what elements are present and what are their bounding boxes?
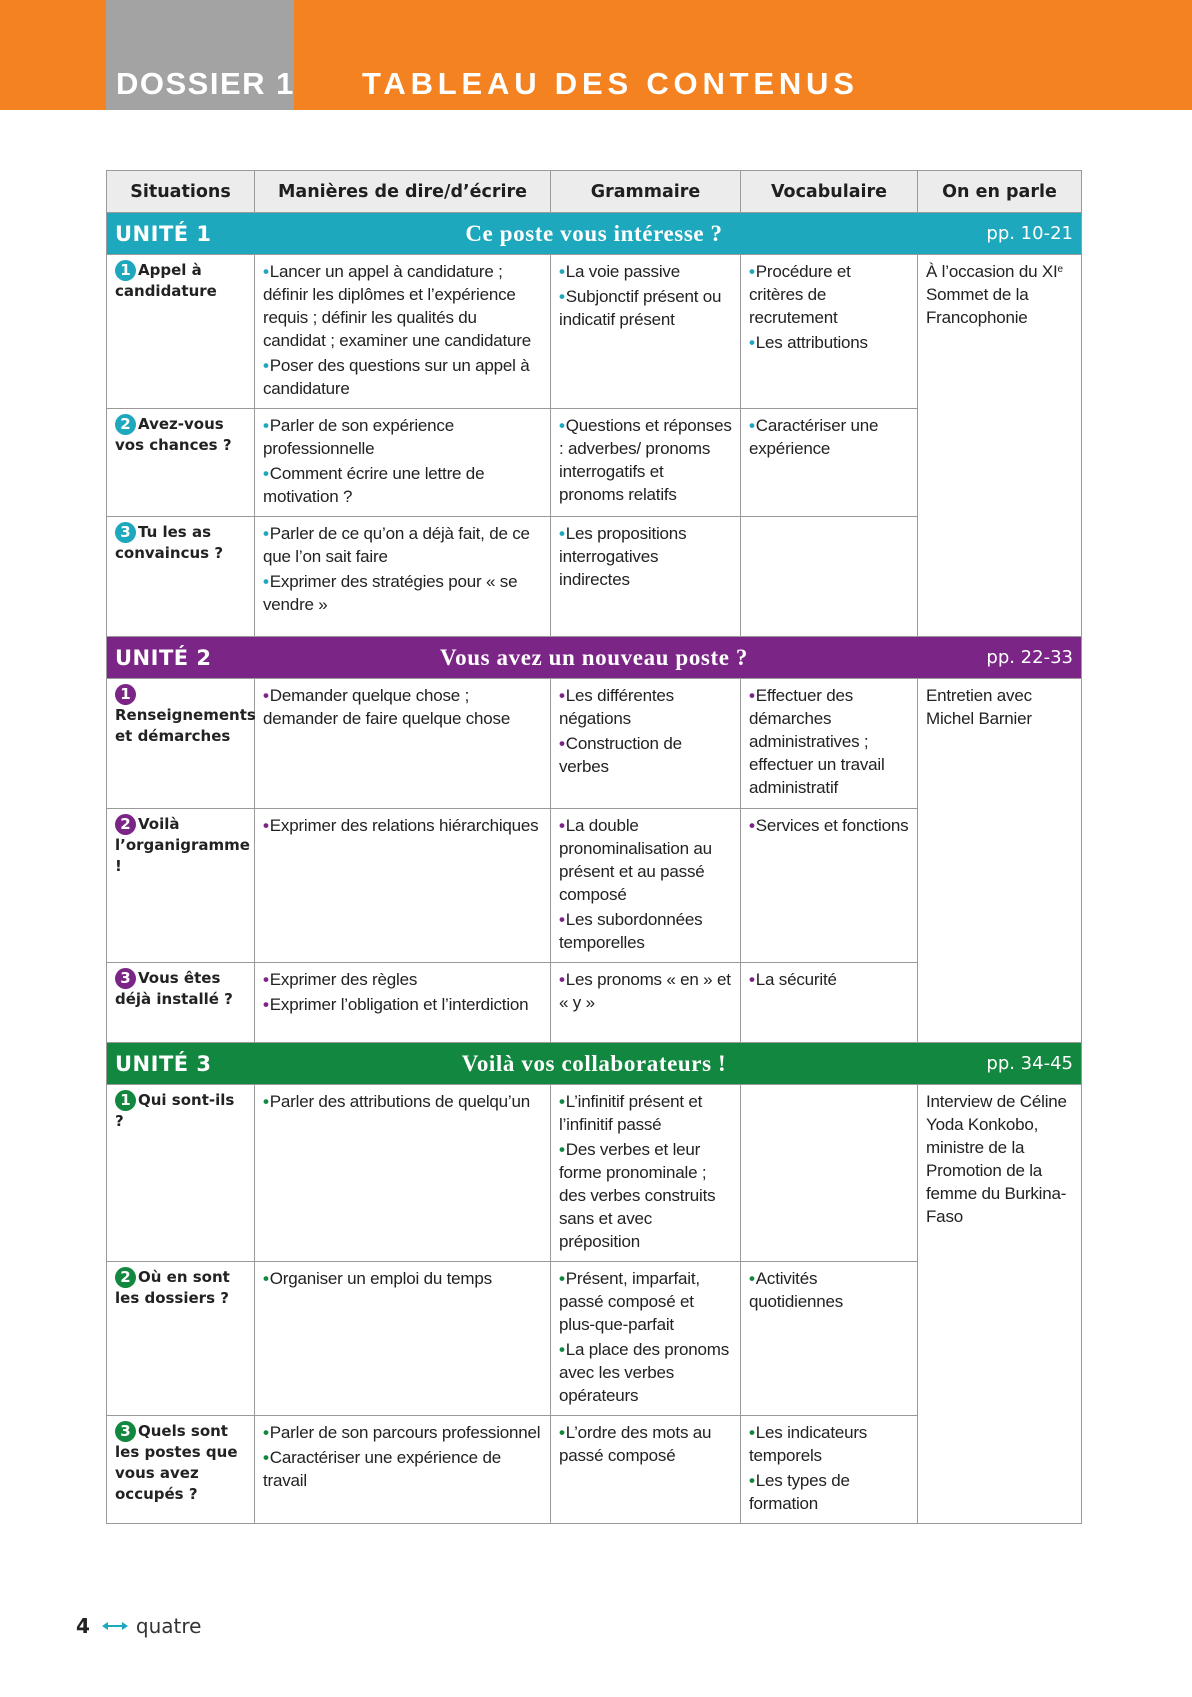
dossier-label: DOSSIER 1 — [116, 66, 295, 101]
situation-title: Voilà l’organigramme ! — [115, 815, 250, 875]
list-item: •Les indicateurs temporels — [749, 1423, 868, 1465]
ordinal-suffix: e — [1057, 264, 1063, 275]
list-item: •Comment écrire une lettre de motivation ? — [263, 464, 485, 506]
list-item: •L’infinitif présent et l’infinitif passé — [559, 1092, 703, 1134]
list-item: •Les attributions — [749, 333, 868, 352]
on-en-parle-text: À l’occasion du XI — [926, 262, 1058, 281]
list-item: •Exprimer des stratégies pour « se vendre » — [263, 572, 518, 614]
vocabulaire-cell — [741, 963, 918, 1043]
on-en-parle-cell — [918, 1085, 1082, 1524]
grammaire-cell — [551, 679, 741, 809]
situation-title: Quels sont les postes que vous avez occupés ? — [115, 1422, 238, 1503]
list-item: •Demander quelque chose ; demander de faire quelque chose — [263, 686, 511, 728]
situation-title: Renseignements et démarches — [115, 706, 256, 745]
situation-number: 1 — [115, 684, 136, 705]
unit-pages: pp. 22-33 — [986, 647, 1073, 668]
list-item: •Organiser un emploi du temps — [263, 1269, 492, 1288]
unit-title: Voilà vos collaborateurs ! — [461, 1050, 727, 1076]
list-item: •Parler de ce qu’on a déjà fait, de ce que l’on sait faire — [263, 524, 530, 566]
page-title: TABLEAU DES CONTENUS — [362, 66, 859, 101]
on-en-parle-text: Entretien avec Michel Barnier — [926, 686, 1032, 728]
manieres-cell — [255, 517, 551, 637]
unit-title: Ce poste vous intéresse ? — [465, 220, 723, 246]
list-item: •L’ordre des mots au passé composé — [559, 1423, 712, 1465]
vocabulaire-cell — [741, 517, 918, 637]
list-item: •Les propositions interrogatives indirectes — [559, 524, 687, 589]
list-item: •La double pronominalisation au présent et au passé composé — [559, 816, 712, 904]
situation-number: 2 — [115, 1267, 136, 1288]
grammaire-cell — [551, 1085, 741, 1262]
page-header — [0, 0, 1192, 110]
list-item: •Services et fonctions — [749, 816, 909, 835]
list-item: •Parler de son expérience professionnelle — [263, 416, 454, 458]
unit-label: UNITÉ 2 — [115, 645, 212, 670]
column-header-row — [107, 171, 1082, 213]
list-item: •Des verbes et leur forme pronominale ; des verbes construits sans et avec préposition — [559, 1140, 716, 1251]
situation-number: 3 — [115, 1421, 136, 1442]
situation-cell — [107, 409, 255, 517]
grammaire-cell — [551, 1416, 741, 1524]
manieres-cell — [255, 963, 551, 1043]
list-item: •Activités quotidiennes — [749, 1269, 844, 1311]
column-header-on-en-parle: On en parle — [918, 171, 1082, 213]
vocabulaire-cell — [741, 809, 918, 963]
double-arrow-icon — [104, 1625, 126, 1627]
column-header-grammaire: Grammaire — [551, 171, 741, 213]
situation-cell — [107, 1262, 255, 1416]
unit-pages: pp. 34-45 — [986, 1053, 1073, 1074]
vocabulaire-cell — [741, 255, 918, 409]
unit-banner — [107, 637, 1082, 679]
grammaire-cell — [551, 255, 741, 409]
list-item: •Effectuer des démarches administratives ; effectuer un travail administratif — [749, 686, 885, 797]
table-row — [107, 255, 1082, 409]
situation-title: Avez-vous vos chances ? — [115, 415, 232, 454]
manieres-cell — [255, 679, 551, 809]
situation-title: Qui sont-ils ? — [115, 1091, 235, 1130]
unit-header-row — [107, 213, 1082, 255]
grammaire-cell — [551, 409, 741, 517]
manieres-cell — [255, 1416, 551, 1524]
manieres-cell — [255, 809, 551, 963]
list-item: •Poser des questions sur un appel à candidature — [263, 356, 530, 398]
situation-number: 3 — [115, 522, 136, 543]
page-footer — [76, 1614, 201, 1638]
unit-label: UNITÉ 3 — [115, 1051, 212, 1076]
situation-cell — [107, 963, 255, 1043]
vocabulaire-cell — [741, 409, 918, 517]
list-item: •Subjonctif présent ou indicatif présent — [559, 287, 722, 329]
situation-number: 2 — [115, 814, 136, 835]
list-item: •La voie passive — [559, 262, 680, 281]
list-item: •Parler des attributions de quelqu’un — [263, 1092, 531, 1111]
situation-cell — [107, 1085, 255, 1262]
contents-table — [106, 170, 1082, 1524]
list-item: •Caractériser une expérience de travail — [263, 1448, 501, 1490]
table-row — [107, 679, 1082, 809]
vocabulaire-cell — [741, 679, 918, 809]
list-item: •Exprimer des relations hiérarchiques — [263, 816, 539, 835]
situation-cell — [107, 679, 255, 809]
grammaire-cell — [551, 1262, 741, 1416]
situation-number: 1 — [115, 260, 136, 281]
situation-cell — [107, 809, 255, 963]
situation-title: Appel à candidature — [115, 261, 217, 300]
manieres-cell — [255, 1262, 551, 1416]
list-item: •La place des pronoms avec les verbes opérateurs — [559, 1340, 730, 1405]
situation-title: Tu les as convaincus ? — [115, 523, 224, 562]
situation-cell — [107, 517, 255, 637]
grammaire-cell — [551, 517, 741, 637]
list-item: •Exprimer des règles — [263, 970, 418, 989]
unit-banner — [107, 213, 1082, 255]
situation-cell — [107, 255, 255, 409]
manieres-cell — [255, 1085, 551, 1262]
vocabulaire-cell — [741, 1085, 918, 1262]
list-item: •Les types de formation — [749, 1471, 850, 1513]
page-number: 4 — [76, 1614, 90, 1638]
vocabulaire-cell — [741, 1416, 918, 1524]
situation-title: Vous êtes déjà installé ? — [115, 969, 233, 1008]
situation-cell — [107, 1416, 255, 1524]
manieres-cell — [255, 409, 551, 517]
list-item: •Procédure et critères de recrutement — [749, 262, 851, 327]
column-header-situations: Situations — [107, 171, 255, 213]
unit-pages: pp. 10-21 — [986, 223, 1073, 244]
list-item: •Les différentes négations — [559, 686, 674, 728]
list-item: •Construction de verbes — [559, 734, 682, 776]
grammaire-cell — [551, 809, 741, 963]
on-en-parle-text-rest: Sommet de la Francophonie — [926, 285, 1029, 327]
list-item: •Lancer un appel à candidature ; définir les diplômes et l’expérience requis ; définir les qualités du candidat ; examiner une candidature — [263, 262, 532, 350]
list-item: •Les pronoms « en » et « y » — [559, 970, 731, 1012]
page-number-word: quatre — [135, 1614, 202, 1638]
column-header-manieres: Manières de dire/d’écrire — [255, 171, 551, 213]
unit-label: UNITÉ 1 — [115, 221, 212, 246]
unit-header-row — [107, 637, 1082, 679]
list-item: •Caractériser une expérience — [749, 416, 879, 458]
table-row — [107, 1085, 1082, 1262]
on-en-parle-text: Interview de Céline Yoda Konkobo, ministre de la Promotion de la femme du Burkina-Faso — [926, 1092, 1067, 1226]
unit-title: Vous avez un nouveau poste ? — [440, 644, 748, 670]
list-item: •Questions et réponses : adverbes/ pronoms interrogatifs et pronoms relatifs — [559, 416, 732, 504]
situation-number: 1 — [115, 1090, 136, 1111]
unit-header-row — [107, 1043, 1082, 1085]
situation-number: 3 — [115, 968, 136, 989]
vocabulaire-cell — [741, 1262, 918, 1416]
list-item: •Les subordonnées temporelles — [559, 910, 703, 952]
situation-title: Où en sont les dossiers ? — [115, 1268, 230, 1307]
grammaire-cell — [551, 963, 741, 1043]
unit-banner — [107, 1043, 1082, 1085]
on-en-parle-cell — [918, 255, 1082, 637]
list-item: •Exprimer l’obligation et l’interdiction — [263, 995, 529, 1014]
on-en-parle-cell — [918, 679, 1082, 1043]
manieres-cell — [255, 255, 551, 409]
list-item: •Présent, imparfait, passé composé et plus-que-parfait — [559, 1269, 700, 1334]
list-item: •La sécurité — [749, 970, 837, 989]
column-header-vocabulaire: Vocabulaire — [741, 171, 918, 213]
situation-number: 2 — [115, 414, 136, 435]
list-item: •Parler de son parcours professionnel — [263, 1423, 541, 1442]
